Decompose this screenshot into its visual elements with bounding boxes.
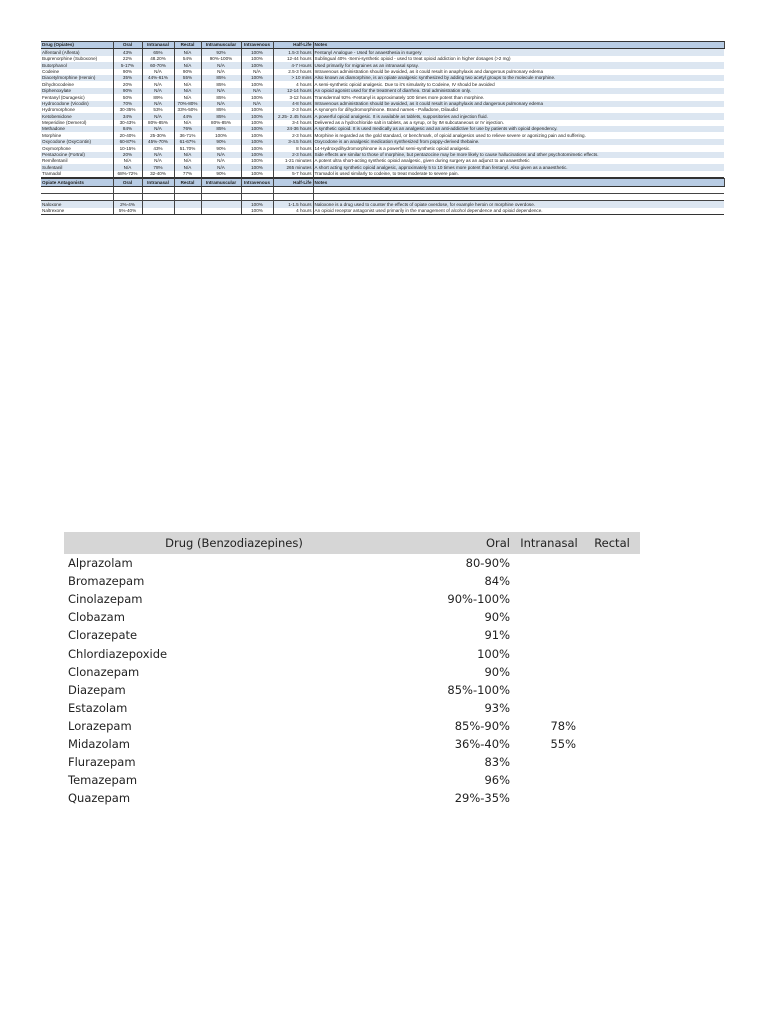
cell-intranasal[interactable]: 89% bbox=[142, 94, 174, 100]
benzo-row bbox=[64, 626, 640, 644]
cell-notes[interactable]: A powerful opioid analgesic. It is available as tablets, suppositories and injection fluid. bbox=[313, 113, 724, 119]
benzo-row bbox=[64, 644, 640, 662]
cell-rectal[interactable]: 54% bbox=[174, 56, 201, 62]
cell-intravenous[interactable]: 100% bbox=[241, 49, 273, 56]
cell-notes[interactable]: Oxycodone is an analgesic medication synthesized from poppy-derived thebaine. bbox=[313, 139, 724, 145]
cell-intravenous[interactable]: 100% bbox=[241, 94, 273, 100]
cell-half-life[interactable]: 1.5-3 hours bbox=[273, 49, 313, 56]
cell-intramuscular[interactable]: 100% bbox=[201, 132, 241, 138]
cell-half-life[interactable]: 4 hours bbox=[273, 208, 313, 215]
cell-notes[interactable]: Side effects are similar to those of morphine, but pentazocine may be more likely to cause hallucinations and other psychotomimetic effects. bbox=[313, 152, 724, 158]
cell-intramuscular[interactable]: 92% bbox=[201, 49, 241, 56]
cell-half-life[interactable]: 1-21 minutes bbox=[273, 158, 313, 164]
cell-intranasal[interactable]: N/A bbox=[142, 101, 174, 107]
cell-benzo-drug[interactable]: Temazepam bbox=[68, 773, 138, 788]
cell-benzo-rectal[interactable] bbox=[584, 699, 640, 717]
cell-intravenous[interactable]: 100% bbox=[241, 171, 273, 178]
cell-benzo-intranasal[interactable] bbox=[514, 753, 584, 771]
cell-benzo-intranasal[interactable] bbox=[514, 608, 584, 626]
cell-intravenous[interactable]: 100% bbox=[241, 107, 273, 113]
cell-intramuscular[interactable]: 85% bbox=[201, 81, 241, 87]
cell-notes[interactable]: Tramadol is used similarly to codeine, to treat moderate to severe pain. bbox=[313, 171, 724, 178]
benzo-row bbox=[64, 554, 640, 572]
cell-benzo-intranasal[interactable] bbox=[514, 681, 584, 699]
cell-oral[interactable]: 68%-72% bbox=[113, 171, 142, 178]
cell-drug[interactable]: Naltrexone bbox=[41, 208, 113, 215]
cell-intranasal[interactable]: N/A bbox=[142, 152, 174, 158]
cell-notes[interactable]: A synthetic opioid. It is used medically as an analgesic and an anti-addictive for use by patients with opioid dependency. bbox=[313, 126, 724, 132]
cell-intranasal[interactable] bbox=[142, 201, 174, 208]
cell-intramuscular[interactable]: N/A bbox=[201, 164, 241, 170]
cell-benzo-oral[interactable]: 96% bbox=[484, 773, 510, 788]
cell-half-life[interactable]: 265 minutes bbox=[273, 164, 313, 170]
cell-oral[interactable]: 90% bbox=[113, 88, 142, 94]
cell-notes[interactable]: Intravenous administration should be avoided, as it could result in anaphylaxis and dangerous pulmonary edema bbox=[313, 101, 724, 107]
benzo-row bbox=[64, 608, 640, 626]
cell-drug[interactable]: Naloxone bbox=[41, 201, 113, 208]
cell-oral[interactable]: 22% bbox=[113, 56, 142, 62]
cell-benzo-intranasal[interactable] bbox=[514, 789, 584, 807]
cell-benzo-drug[interactable]: Alprazolam bbox=[68, 556, 133, 571]
cell-half-life[interactable]: 12-14 hours bbox=[273, 88, 313, 94]
cell-intramuscular[interactable]: 85% bbox=[201, 107, 241, 113]
cell-half-life[interactable]: 8 hours bbox=[273, 145, 313, 151]
cell-drug[interactable]: Butorphanol bbox=[41, 62, 113, 68]
opiates-table bbox=[41, 41, 725, 178]
cell-rectal[interactable]: 70%-80% bbox=[174, 101, 201, 107]
cell-intramuscular[interactable]: 85% bbox=[201, 75, 241, 81]
cell-intravenous[interactable]: 100% bbox=[241, 152, 273, 158]
cell-oral[interactable]: 5-17% bbox=[113, 62, 142, 68]
benzo-row bbox=[64, 789, 640, 807]
cell-intravenous[interactable]: 100% bbox=[241, 113, 273, 119]
cell-intramuscular[interactable]: N/A bbox=[201, 158, 241, 164]
cell-intravenous[interactable]: 100% bbox=[241, 208, 273, 215]
cell-intramuscular[interactable]: 85% bbox=[201, 94, 241, 100]
cell-notes[interactable]: Delivered as a hydrochloride salt in tablets, as a syrup, or by IM subcutaneous or IV injection. bbox=[313, 120, 724, 126]
cell-intranasal[interactable]: N/A bbox=[142, 69, 174, 75]
opiate-row bbox=[41, 171, 724, 178]
cell-benzo-oral[interactable]: 85%-100% bbox=[447, 682, 510, 697]
cell-notes[interactable]: A short acting synthetic opioid analgesic, approximately 5 to 10 times more potent than fentanyl. Also given as a anaesthetic. bbox=[313, 164, 724, 170]
cell-half-life[interactable]: 4-7 Hours bbox=[273, 62, 313, 68]
cell-rectal[interactable]: 55% bbox=[174, 75, 201, 81]
cell-benzo-drug[interactable]: Clorazepate bbox=[68, 628, 138, 643]
cell-half-life[interactable]: 2-3 hours bbox=[273, 132, 313, 138]
cell-half-life[interactable]: 5-7 hours bbox=[273, 171, 313, 178]
cell-oral[interactable]: 10-15% bbox=[113, 145, 142, 151]
cell-drug[interactable]: Ketobemidone bbox=[41, 113, 113, 119]
cell-benzo-intranasal[interactable]: 55% bbox=[550, 736, 576, 751]
cell-rectal[interactable]: N/A bbox=[174, 49, 201, 56]
header-benzo-rectal[interactable]: Rectal bbox=[584, 532, 640, 554]
header-intravenous[interactable]: Intravenous bbox=[241, 42, 273, 49]
cell-drug[interactable]: Oxycodone (OxyContin) bbox=[41, 139, 113, 145]
cell-half-life[interactable]: 2.25- 2.45 hours bbox=[273, 113, 313, 119]
cell-notes[interactable]: Used primarily for migraines as an intranasal spray. bbox=[313, 62, 724, 68]
cell-intranasal[interactable]: N/A bbox=[142, 81, 174, 87]
cell-benzo-oral[interactable]: 90% bbox=[484, 610, 510, 625]
cell-oral[interactable]: 30-43% bbox=[113, 120, 142, 126]
cell-rectal[interactable]: N/A bbox=[174, 152, 201, 158]
cell-oral[interactable]: N/A bbox=[113, 158, 142, 164]
cell-notes[interactable]: An opioid receptor antagonist used primarily in the management of alcohol dependence and opioid dependence. bbox=[313, 208, 724, 215]
cell-benzo-oral[interactable]: 100% bbox=[477, 646, 510, 661]
header-benzo-oral[interactable]: Oral bbox=[404, 532, 514, 554]
cell-half-life[interactable]: 2-3 hours bbox=[273, 152, 313, 158]
spacer-row bbox=[41, 193, 724, 200]
cell-drug[interactable]: Hydromorphone bbox=[41, 107, 113, 113]
cell-drug[interactable]: Hydrocodone (Vicodin) bbox=[41, 101, 113, 107]
cell-half-life[interactable]: 24-36 hours bbox=[273, 126, 313, 132]
cell-half-life[interactable]: 2-3 hours bbox=[273, 107, 313, 113]
cell-intravenous[interactable]: 100% bbox=[241, 56, 273, 62]
benzo-row bbox=[64, 681, 640, 699]
cell-rectal[interactable]: N/A bbox=[174, 94, 201, 100]
cell-benzo-rectal[interactable] bbox=[584, 789, 640, 807]
cell-intravenous[interactable]: N/A bbox=[241, 69, 273, 75]
cell-benzo-drug[interactable]: Lorazepam bbox=[68, 718, 132, 733]
cell-half-life[interactable]: > 10 mins bbox=[273, 75, 313, 81]
cell-benzo-oral[interactable]: 36%-40% bbox=[454, 736, 510, 751]
cell-intranasal[interactable]: 32-40% bbox=[142, 171, 174, 178]
cell-half-life[interactable]: 3-12 hours bbox=[273, 94, 313, 100]
cell-half-life[interactable]: 1-1.5 hours bbox=[273, 201, 313, 208]
cell-intranasal[interactable]: 60-70% bbox=[142, 62, 174, 68]
cell-oral[interactable]: 70% bbox=[113, 101, 142, 107]
cell-oral[interactable]: N/A bbox=[113, 164, 142, 170]
cell-notes[interactable]: Also known as diamorphine, is an opiate analgesic synthesized by adding two acetyl groups to the molecule morphine. bbox=[313, 75, 724, 81]
cell-intramuscular[interactable]: 90%-100% bbox=[201, 56, 241, 62]
cell-intranasal[interactable]: 44%-61% bbox=[142, 75, 174, 81]
cell-notes[interactable]: An opioid agonist used for the treatment of diarrhea. Oral administration only. bbox=[313, 88, 724, 94]
cell-benzo-drug[interactable]: Clobazam bbox=[68, 610, 125, 625]
header-antagonist-intravenous[interactable]: Intravenous bbox=[241, 179, 273, 186]
cell-oral[interactable]: 84% bbox=[113, 126, 142, 132]
header-antagonist-oral[interactable]: Oral bbox=[113, 179, 142, 186]
cell-benzo-rectal[interactable] bbox=[584, 626, 640, 644]
cell-half-life[interactable]: 2.5-3 hours bbox=[273, 69, 313, 75]
cell-benzo-drug[interactable]: Estazolam bbox=[68, 700, 128, 715]
cell-intravenous[interactable]: 100% bbox=[241, 126, 273, 132]
cell-benzo-rectal[interactable] bbox=[584, 681, 640, 699]
header-antagonist-intranasal[interactable]: Intranasal bbox=[142, 179, 174, 186]
cell-benzo-drug[interactable]: Midazolam bbox=[68, 736, 130, 751]
cell-benzo-intranasal[interactable]: 78% bbox=[550, 718, 576, 733]
cell-rectal[interactable] bbox=[174, 201, 201, 208]
antagonists-header-row bbox=[41, 179, 724, 186]
benzo-row bbox=[64, 735, 640, 753]
cell-drug[interactable]: Pentazocine (Fortral) bbox=[41, 152, 113, 158]
antagonist-row bbox=[41, 208, 724, 215]
cell-rectal[interactable]: N/A bbox=[174, 81, 201, 87]
cell-half-life[interactable]: 3-4.5 hours bbox=[273, 139, 313, 145]
cell-benzo-drug[interactable]: Flurazepam bbox=[68, 755, 136, 770]
cell-intranasal[interactable]: N/A bbox=[142, 113, 174, 119]
cell-oral[interactable]: 5%-40% bbox=[113, 208, 142, 215]
cell-intravenous[interactable]: 100% bbox=[241, 145, 273, 151]
cell-benzo-rectal[interactable] bbox=[584, 590, 640, 608]
cell-drug[interactable]: Fentanyl (Duragesic) bbox=[41, 94, 113, 100]
cell-drug[interactable]: Oxymorphone bbox=[41, 145, 113, 151]
cell-benzo-drug[interactable]: Quazepam bbox=[68, 791, 131, 806]
cell-benzo-rectal[interactable] bbox=[584, 753, 640, 771]
cell-benzo-rectal[interactable] bbox=[584, 717, 640, 735]
cell-benzo-drug[interactable]: Clonazepam bbox=[68, 664, 140, 679]
benzo-row bbox=[64, 699, 640, 717]
cell-benzo-rectal[interactable] bbox=[584, 572, 640, 590]
cell-oral[interactable]: 50% bbox=[113, 94, 142, 100]
cell-intranasal[interactable]: N/A bbox=[142, 158, 174, 164]
cell-benzo-oral[interactable]: 29%-35% bbox=[454, 791, 510, 806]
cell-rectal[interactable]: N/A bbox=[174, 62, 201, 68]
cell-benzo-intranasal[interactable] bbox=[514, 663, 584, 681]
benzo-header-row bbox=[64, 532, 640, 554]
cell-benzo-intranasal[interactable] bbox=[514, 554, 584, 572]
cell-half-life[interactable]: 3-4 hours bbox=[273, 120, 313, 126]
cell-intramuscular[interactable]: 90% bbox=[201, 139, 241, 145]
opiates-spreadsheet bbox=[41, 41, 724, 215]
header-antagonist-half-life[interactable]: Half-Life bbox=[273, 179, 313, 186]
cell-drug[interactable]: Tramadol bbox=[41, 171, 113, 178]
cell-intramuscular[interactable]: 80%-85% bbox=[201, 120, 241, 126]
cell-drug[interactable]: Codeine bbox=[41, 69, 113, 75]
header-intramuscular[interactable]: Intramuscular bbox=[201, 42, 241, 49]
header-antagonist-notes[interactable]: Notes bbox=[313, 179, 724, 186]
cell-rectal[interactable] bbox=[174, 208, 201, 215]
cell-intranasal[interactable]: N/A bbox=[142, 126, 174, 132]
cell-rectal[interactable]: 33%-50% bbox=[174, 107, 201, 113]
cell-intravenous[interactable]: 100% bbox=[241, 62, 273, 68]
cell-notes[interactable]: Morphine is regarded as the gold standard, or benchmark, of opioid analgesics used to relieve severe or agonizing pain and suffering. bbox=[313, 132, 724, 138]
cell-oral[interactable]: 20-40% bbox=[113, 132, 142, 138]
cell-rectal[interactable]: N/A bbox=[174, 88, 201, 94]
cell-intranasal[interactable]: 53% bbox=[142, 107, 174, 113]
cell-intranasal[interactable]: 45%-70% bbox=[142, 139, 174, 145]
cell-intravenous[interactable]: 100% bbox=[241, 139, 273, 145]
cell-rectal[interactable]: 90% bbox=[174, 69, 201, 75]
cell-benzo-intranasal[interactable] bbox=[514, 699, 584, 717]
cell-notes[interactable]: A semi-synthetic opioid analgesic. Due to it's simularity to Codeine, IV should be avoided bbox=[313, 81, 724, 87]
cell-drug[interactable]: Morphine bbox=[41, 132, 113, 138]
cell-notes[interactable]: Sublingual 40% -Semi-synthetic opioid - used to treat opioid addiction in higher dosages (>2 mg) bbox=[313, 56, 724, 62]
cell-notes[interactable]: A potent ultra short-acting synthetic opioid analgesic, given during surgery as an adjunct to an anaesthetic bbox=[313, 158, 724, 164]
cell-oral[interactable]: 34% bbox=[113, 113, 142, 119]
antagonist-row bbox=[41, 201, 724, 208]
spacer-row bbox=[41, 186, 724, 193]
cell-intranasal[interactable]: 25-30% bbox=[142, 132, 174, 138]
cell-oral[interactable]: 60-87% bbox=[113, 139, 142, 145]
cell-benzo-intranasal[interactable] bbox=[514, 572, 584, 590]
cell-benzo-intranasal[interactable] bbox=[514, 590, 584, 608]
cell-benzo-rectal[interactable] bbox=[584, 554, 640, 572]
cell-drug[interactable]: Remifentanil bbox=[41, 158, 113, 164]
cell-oral[interactable]: 2%-4% bbox=[113, 201, 142, 208]
cell-notes[interactable]: Transdermal 92% -Fentanyl is approximately 100 times more potent than morphine. bbox=[313, 94, 724, 100]
cell-rectal[interactable]: 76% bbox=[174, 126, 201, 132]
cell-intramuscular[interactable]: 90% bbox=[201, 171, 241, 178]
cell-half-life[interactable]: 4 hours bbox=[273, 81, 313, 87]
cell-benzo-oral[interactable]: 90%-100% bbox=[447, 592, 510, 607]
cell-oral[interactable]: 35% bbox=[113, 75, 142, 81]
cell-rectal[interactable]: 36-71% bbox=[174, 132, 201, 138]
cell-notes[interactable]: 14-Hydroxydihydromorphinone is a powerful semi-synthetic opioid analgesic. bbox=[313, 145, 724, 151]
cell-intramuscular[interactable]: N/A bbox=[201, 69, 241, 75]
cell-intramuscular[interactable] bbox=[201, 201, 241, 208]
cell-intramuscular[interactable]: N/A bbox=[201, 88, 241, 94]
cell-intramuscular[interactable] bbox=[201, 208, 241, 215]
cell-intranasal[interactable]: 80%-85% bbox=[142, 120, 174, 126]
header-half-life[interactable]: Half-Life bbox=[273, 42, 313, 49]
benzodiazepines-table bbox=[64, 532, 640, 807]
benzo-row bbox=[64, 753, 640, 771]
cell-intranasal[interactable] bbox=[142, 208, 174, 215]
benzo-row bbox=[64, 572, 640, 590]
header-benzo-drug[interactable]: Drug (Benzodiazepines) bbox=[64, 532, 404, 554]
cell-intravenous[interactable]: N/A bbox=[241, 88, 273, 94]
header-benzo-intranasal[interactable]: Intranasal bbox=[514, 532, 584, 554]
cell-benzo-rectal[interactable] bbox=[584, 771, 640, 789]
header-notes[interactable]: Notes bbox=[313, 42, 724, 49]
cell-drug[interactable]: Alfentanil (Alfenta) bbox=[41, 49, 113, 56]
opiate-row bbox=[41, 49, 724, 56]
cell-drug[interactable]: Sufentanil bbox=[41, 164, 113, 170]
cell-benzo-oral[interactable]: 93% bbox=[484, 700, 510, 715]
cell-benzo-drug[interactable]: Diazepam bbox=[68, 682, 126, 697]
cell-drug[interactable]: Methadone bbox=[41, 126, 113, 132]
cell-intramuscular[interactable]: N/A bbox=[201, 101, 241, 107]
header-antagonist-rectal[interactable]: Rectal bbox=[174, 179, 201, 186]
benzo-row bbox=[64, 663, 640, 681]
cell-half-life[interactable]: 12-44 hours bbox=[273, 56, 313, 62]
cell-drug[interactable]: Meperidine (Demerol) bbox=[41, 120, 113, 126]
header-rectal[interactable]: Rectal bbox=[174, 42, 201, 49]
cell-benzo-drug[interactable]: Chlordiazepoxide bbox=[68, 646, 168, 661]
cell-notes[interactable]: Intravenous administration should be avoided, as it could result in anaphylaxis and dangerous pulmonary edema bbox=[313, 69, 724, 75]
cell-benzo-rectal[interactable] bbox=[584, 644, 640, 662]
cell-intravenous[interactable]: 100% bbox=[241, 75, 273, 81]
cell-oral[interactable]: 20% bbox=[113, 81, 142, 87]
cell-benzo-drug[interactable]: Bromazepam bbox=[68, 574, 145, 589]
cell-benzo-intranasal[interactable] bbox=[514, 771, 584, 789]
cell-drug[interactable]: Diphenoxylate bbox=[41, 88, 113, 94]
cell-intramuscular[interactable]: N/A bbox=[201, 62, 241, 68]
cell-benzo-oral[interactable]: 83% bbox=[484, 755, 510, 770]
cell-rectal[interactable]: 61-67% bbox=[174, 139, 201, 145]
cell-benzo-rectal[interactable] bbox=[584, 735, 640, 753]
cell-intranasal[interactable]: 65% bbox=[142, 49, 174, 56]
header-antagonist-drug[interactable]: Opiate Antagonists bbox=[41, 179, 113, 186]
cell-rectal[interactable]: 51.70% bbox=[174, 145, 201, 151]
cell-intramuscular[interactable]: 85% bbox=[201, 126, 241, 132]
header-antagonist-intramuscular[interactable]: Intramuscular bbox=[201, 179, 241, 186]
cell-oral[interactable]: 30-35% bbox=[113, 107, 142, 113]
cell-oral[interactable]: 20% bbox=[113, 152, 142, 158]
cell-intravenous[interactable]: 100% bbox=[241, 164, 273, 170]
cell-benzo-oral[interactable]: 90% bbox=[484, 664, 510, 679]
cell-intravenous[interactable]: N/A bbox=[241, 101, 273, 107]
cell-intravenous[interactable]: 100% bbox=[241, 158, 273, 164]
cell-intranasal[interactable]: 48.20% bbox=[142, 56, 174, 62]
cell-benzo-oral[interactable]: 84% bbox=[484, 574, 510, 589]
cell-oral[interactable]: 43% bbox=[113, 49, 142, 56]
cell-benzo-intranasal[interactable] bbox=[514, 626, 584, 644]
benzo-row bbox=[64, 771, 640, 789]
cell-drug[interactable]: Buprenorphine (Suboxone) bbox=[41, 56, 113, 62]
cell-rectal[interactable]: 44% bbox=[174, 113, 201, 119]
cell-intravenous[interactable]: 100% bbox=[241, 81, 273, 87]
cell-intramuscular[interactable]: 85% bbox=[201, 113, 241, 119]
cell-benzo-oral[interactable]: 85%-90% bbox=[454, 718, 510, 733]
cell-intranasal[interactable]: N/A bbox=[142, 88, 174, 94]
cell-intranasal[interactable]: 43% bbox=[142, 145, 174, 151]
cell-rectal[interactable]: N/A bbox=[174, 164, 201, 170]
cell-intramuscular[interactable]: 90% bbox=[201, 145, 241, 151]
cell-intramuscular[interactable]: N/A bbox=[201, 152, 241, 158]
header-oral[interactable]: Oral bbox=[113, 42, 142, 49]
cell-benzo-drug[interactable]: Cinolazepam bbox=[68, 592, 143, 607]
benzo-row bbox=[64, 590, 640, 608]
cell-rectal[interactable]: N/A bbox=[174, 158, 201, 164]
cell-intranasal[interactable]: 78% bbox=[142, 164, 174, 170]
cell-notes[interactable]: Fentanyl Analogue - Used for anaesthesia in surgery bbox=[313, 49, 724, 56]
cell-benzo-oral[interactable]: 80-90% bbox=[465, 556, 510, 571]
cell-notes[interactable]: Naloxone is a drug used to counter the effects of opiate overdose, for example heroin or morphine overdose. bbox=[313, 201, 724, 208]
cell-benzo-rectal[interactable] bbox=[584, 663, 640, 681]
opiates-header-row bbox=[41, 42, 724, 49]
cell-oral[interactable]: 90% bbox=[113, 69, 142, 75]
header-drug[interactable]: Drug (Opiates) bbox=[41, 42, 113, 49]
antagonists-table bbox=[41, 178, 725, 215]
cell-benzo-intranasal[interactable] bbox=[514, 644, 584, 662]
benzo-row bbox=[64, 717, 640, 735]
cell-intravenous[interactable]: 100% bbox=[241, 201, 273, 208]
cell-rectal[interactable]: N/A bbox=[174, 120, 201, 126]
header-intranasal[interactable]: Intranasal bbox=[142, 42, 174, 49]
cell-rectal[interactable]: 77% bbox=[174, 171, 201, 178]
benzodiazepines-spreadsheet bbox=[64, 532, 640, 807]
cell-benzo-oral[interactable]: 91% bbox=[484, 628, 510, 643]
cell-notes[interactable]: A synonym for dihydromorphinone. Brand names - Palladone, Dilaudid bbox=[313, 107, 724, 113]
cell-half-life[interactable]: 4-8 hours bbox=[273, 101, 313, 107]
cell-benzo-rectal[interactable] bbox=[584, 608, 640, 626]
cell-intravenous[interactable]: 100% bbox=[241, 120, 273, 126]
cell-drug[interactable]: Diacetylmorphine (Heroin) bbox=[41, 75, 113, 81]
cell-drug[interactable]: Dihydrocodeine bbox=[41, 81, 113, 87]
cell-intravenous[interactable]: 100% bbox=[241, 132, 273, 138]
